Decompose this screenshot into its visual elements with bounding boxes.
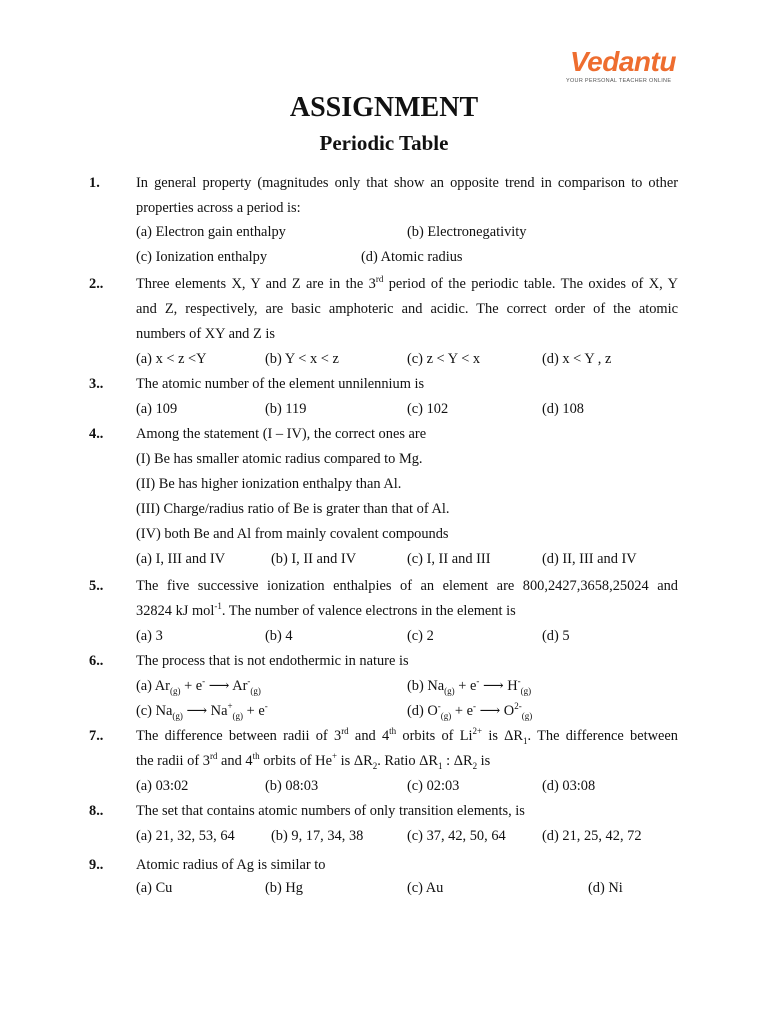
question-3-option-c: (c) 102 [407, 401, 449, 417]
question-2-option-c: (c) z < Y < x [407, 351, 481, 367]
question-6-option-c: (c) $Na_{(g)}$ ⟶ $Na^+_{(g)} + e^-$ [136, 701, 268, 721]
question-5-option-d: (d) 5 [542, 628, 570, 644]
question-9-option-a: (a) Cu [136, 880, 173, 896]
question-7-option-b: (b) 08:03 [265, 778, 319, 794]
page-title: ASSIGNMENT [289, 92, 479, 123]
question-4-option-a: (a) I, III and IV [136, 551, 226, 567]
question-4-option-d: (d) II, III and IV [542, 551, 637, 567]
question-3-option-d: (d) 108 [542, 401, 584, 417]
vedantu-logo [566, 46, 680, 86]
question-9-option-b: (b) Hg [265, 880, 303, 896]
question-1-line-2: properties across a period is: [136, 200, 301, 216]
question-5-option-b: (b) 4 [265, 628, 293, 644]
question-7-line-1: The difference between radii of 3rd and 4th orbits of $Li^{2+}$ is $\Delta R_1$. The difference between [136, 726, 678, 746]
question-8-option-c: (c) 37, 42, 50, 64 [407, 828, 506, 844]
question-7-option-c: (c) 02:03 [407, 778, 460, 794]
question-2-line-1: Three elements X, Y and Z are in the 3rd period of the periodic table. The oxides of X, Y [136, 274, 679, 292]
question-8-option-b: (b) 9, 17, 34, 38 [271, 828, 364, 844]
question-5-option-a: (a) 3 [136, 628, 163, 644]
question-8-number: 8.. [89, 803, 104, 819]
question-9-option-c: (c) Au [407, 880, 444, 896]
question-4-option-c: (c) I, II and III [407, 551, 491, 567]
question-6-option-a: (a) $Ar_{(g)} + e^-$ ⟶ $Ar^-_{(g)}$ [136, 676, 261, 696]
question-3-option-b: (b) 119 [265, 401, 307, 417]
logo-wordmark: Vedantu [570, 46, 676, 77]
question-6-option-d: (d) $O^-_{(g)} + e^-$ ⟶ $O^{2-}_{(g)}$ [407, 701, 533, 721]
question-1-line-1: In general property (magnitudes only that show an opposite trend in comparison to other [136, 175, 678, 191]
question-4-option-b: (b) I, II and IV [271, 551, 357, 567]
question-4-line-1: Among the statement (I – IV), the correct ones are [136, 426, 427, 442]
question-7-number: 7.. [89, 728, 104, 744]
question-2-line-3: numbers of XY and Z is [136, 326, 275, 342]
logo-tagline: YOUR PERSONAL TEACHER ONLINE [566, 78, 672, 84]
question-4-statement-3: (III) Charge/radius ratio of Be is grater than that of Al. [136, 501, 450, 517]
question-5-line-1: The five successive ionization enthalpies of an element are 800,2427,3658,25024 and [136, 578, 678, 594]
question-8-line-1: The set that contains atomic numbers of only transition elements, is [136, 803, 525, 819]
question-8-option-a: (a) 21, 32, 53, 64 [136, 828, 235, 844]
question-6-line-1: The process that is not endothermic in nature is [136, 653, 409, 669]
question-1-option-b: (b) Electronegativity [407, 224, 527, 240]
question-3-option-a: (a) 109 [136, 401, 178, 417]
question-2-option-d: (d) x < Y , z [542, 351, 612, 367]
page-subtitle: Periodic Table [319, 131, 449, 155]
question-4-number: 4.. [89, 426, 104, 442]
question-2-option-b: (b) Y < x < z [265, 351, 339, 367]
question-6-option-b: (b) $Na_{(g)} + e^-$ ⟶ $H^-_{(g)}$ [407, 676, 532, 696]
question-1-option-c: (c) Ionization enthalpy [136, 249, 268, 265]
question-4-statement-4: (IV) both Be and Al from mainly covalent compounds [136, 526, 449, 542]
question-4-statement-2: (II) Be has higher ionization enthalpy than Al. [136, 476, 402, 492]
question-5-option-c: (c) 2 [407, 628, 434, 644]
question-6-number: 6.. [89, 653, 104, 669]
question-9-line-1: Atomic radius of Ag is similar to [136, 857, 326, 873]
question-9-option-d: (d) Ni [588, 880, 623, 896]
question-3-line-1: The atomic number of the element unnilennium is [136, 376, 425, 392]
question-2-line-2: and Z, respectively, are basic amphoteric and acidic. The correct order of the atomic [136, 301, 678, 317]
question-2-option-a: (a) x < z <Y [136, 351, 207, 367]
question-7-option-a: (a) 03:02 [136, 778, 189, 794]
question-4-statement-1: (I) Be has smaller atomic radius compared to Mg. [136, 451, 423, 467]
question-5-line-2: 32824 kJ mol$^{-1}$. The number of valence electrons in the element is [136, 601, 516, 619]
question-9-number: 9.. [89, 857, 104, 873]
question-1-number: 1. [89, 175, 100, 191]
question-1-option-d: (d) Atomic radius [361, 249, 463, 265]
question-7-option-d: (d) 03:08 [542, 778, 596, 794]
question-5-number: 5.. [89, 578, 104, 594]
question-8-option-d: (d) 21, 25, 42, 72 [542, 828, 642, 844]
question-2-number: 2.. [89, 276, 104, 292]
question-1-option-a: (a) Electron gain enthalpy [136, 224, 286, 240]
question-3-number: 3.. [89, 376, 104, 392]
question-7-line-2: the radii of 3rd and 4th orbits of He+ is $\Delta R_2$. Ratio $\Delta R_1$ : $\Delta R_2$ is [136, 751, 491, 771]
